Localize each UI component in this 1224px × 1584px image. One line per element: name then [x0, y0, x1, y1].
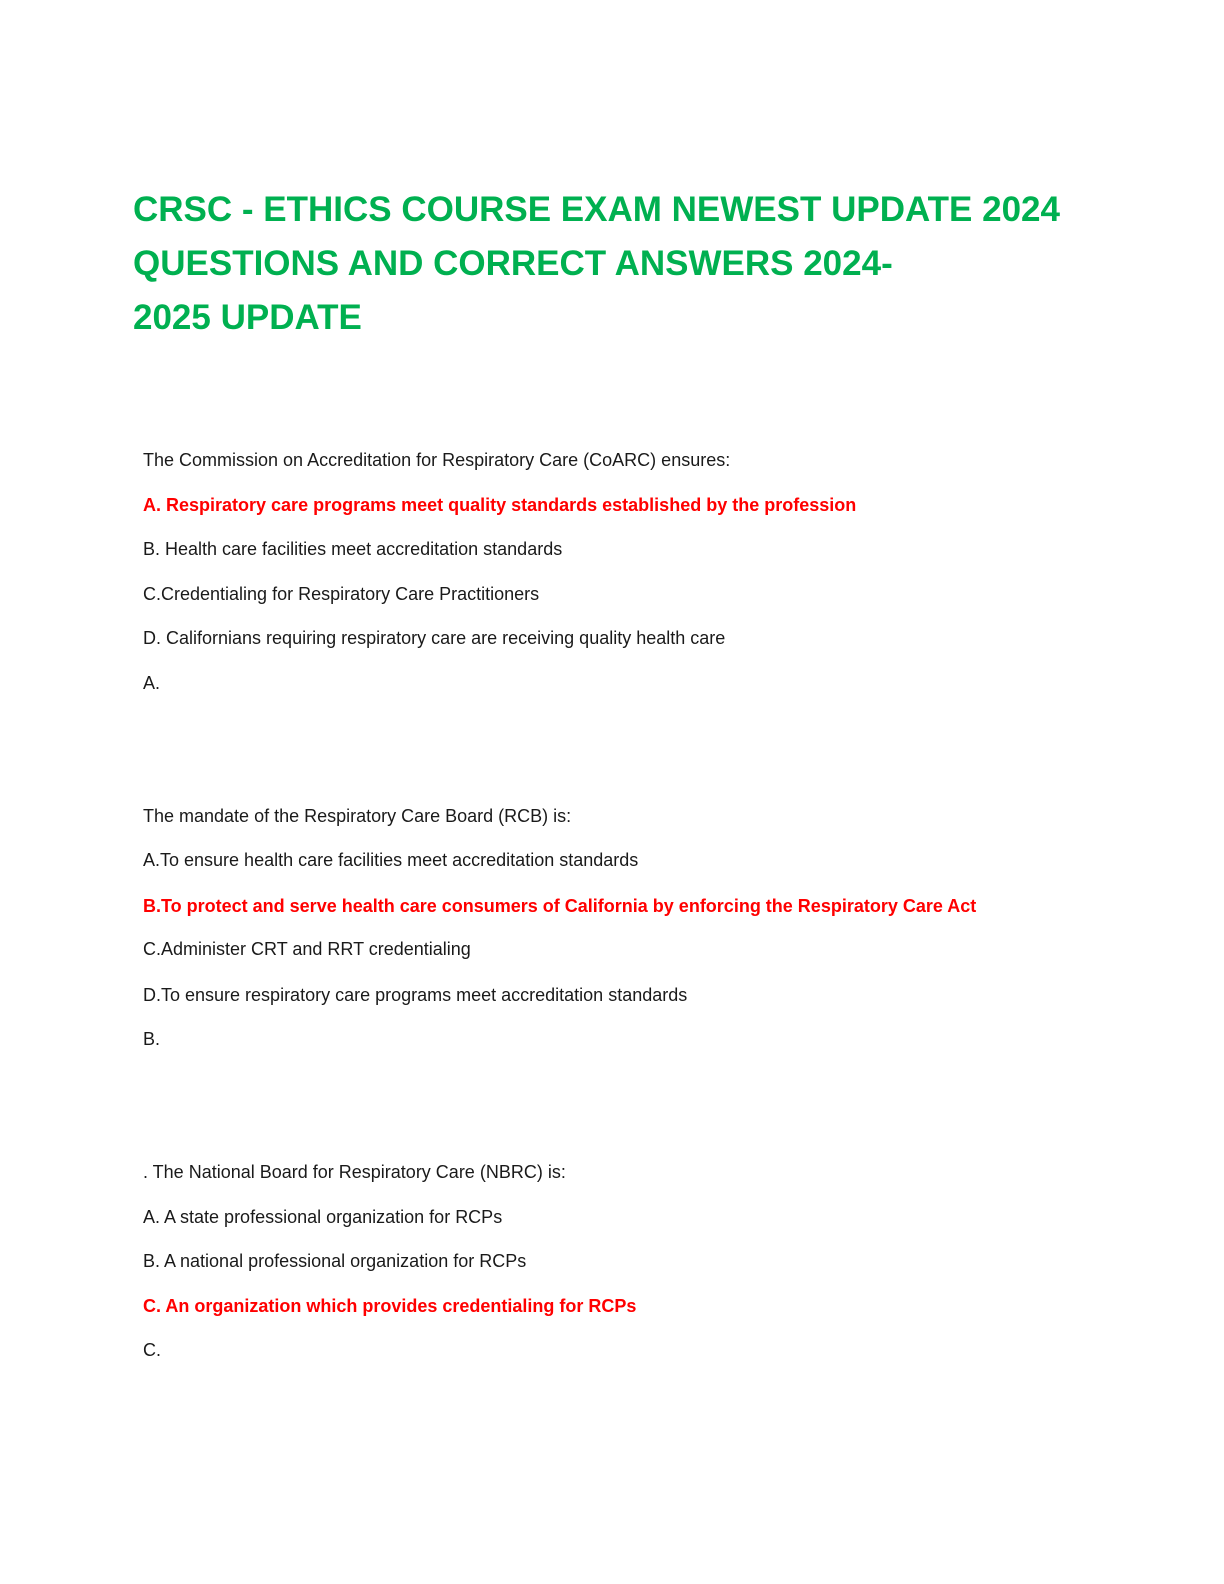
answer-option: C.Administer CRT and RRT credentialing — [143, 939, 471, 959]
answer-option: A.To ensure health care facilities meet accreditation standards — [143, 850, 639, 870]
answer-option: A. A state professional organization for RCPs — [143, 1207, 503, 1227]
answer-key: C. — [143, 1340, 161, 1360]
answer-option-correct: A. Respiratory care programs meet quality standards established by the profession — [143, 495, 857, 515]
title-line-1: CRSC - ETHICS COURSE EXAM NEWEST UPDATE 2024 — [133, 190, 1060, 229]
answer-option: B. Health care facilities meet accreditation standards — [143, 539, 563, 559]
answer-option-correct: B.To protect and serve health care consumers of California by enforcing the Respiratory Care Act — [143, 896, 977, 916]
answer-key: A. — [143, 673, 161, 693]
answer-option: B. A national professional organization for RCPs — [143, 1251, 527, 1271]
document-title — [133, 183, 1133, 345]
answer-option: C.Credentialing for Respiratory Care Practitioners — [143, 584, 540, 604]
answer-option: D.To ensure respiratory care programs meet accreditation standards — [143, 985, 688, 1005]
title-line-3: 2025 UPDATE — [133, 298, 362, 337]
answer-option-correct: C. An organization which provides credentialing for RCPs — [143, 1296, 637, 1316]
question-text: The mandate of the Respiratory Care Board (RCB) is: — [143, 806, 572, 826]
question-text: The Commission on Accreditation for Respiratory Care (CoARC) ensures: — [143, 450, 731, 470]
title-line-2: QUESTIONS AND CORRECT ANSWERS 2024- — [133, 244, 893, 283]
question-text: . The National Board for Respiratory Care (NBRC) is: — [143, 1162, 566, 1182]
answer-key: B. — [143, 1029, 161, 1049]
answer-option: D. Californians requiring respiratory care are receiving quality health care — [143, 628, 726, 648]
